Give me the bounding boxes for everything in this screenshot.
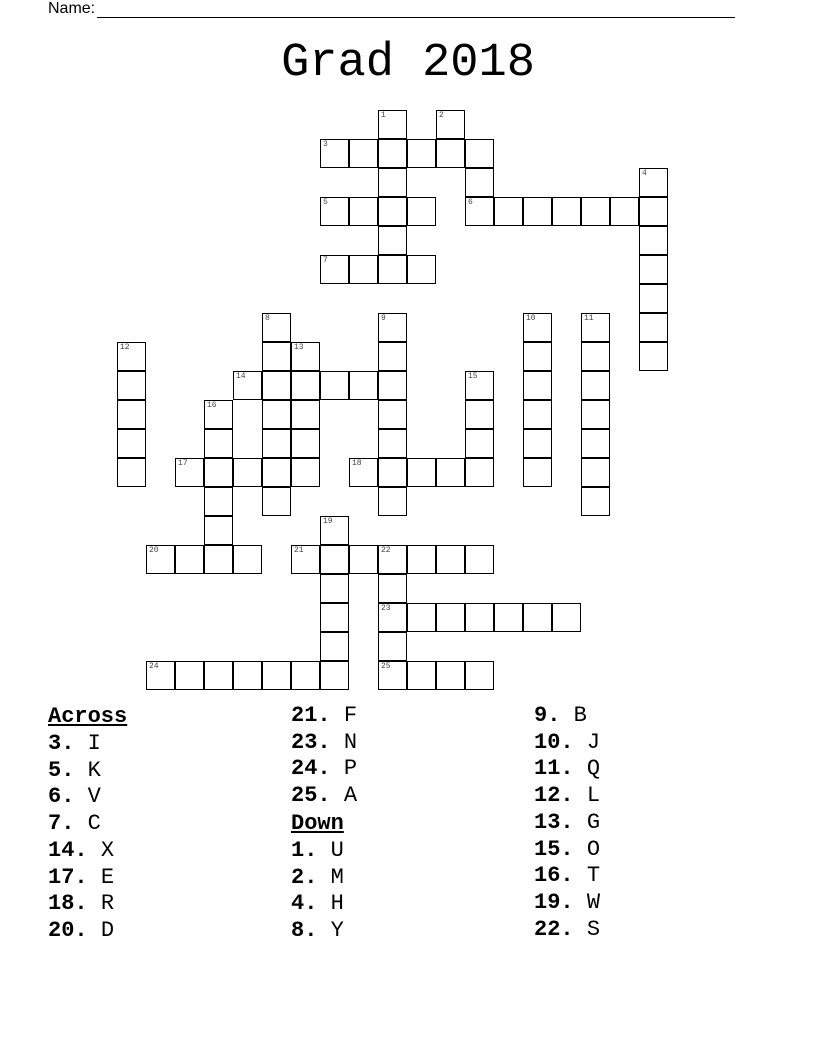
clue-item bbox=[48, 784, 127, 811]
clue-number: 11 bbox=[584, 314, 594, 323]
grid-cell[interactable] bbox=[436, 458, 465, 487]
clue-number: 2 bbox=[439, 111, 444, 120]
clue-number: 7 bbox=[323, 256, 328, 265]
name-label: Name: bbox=[48, 0, 96, 17]
clue-item bbox=[48, 918, 127, 945]
clue-number: 18. bbox=[48, 891, 88, 917]
grid-cell[interactable] bbox=[320, 516, 349, 545]
clue-column-2 bbox=[291, 703, 357, 945]
grid-cell[interactable] bbox=[523, 603, 552, 632]
grid-cell[interactable] bbox=[639, 313, 668, 342]
grid-cell[interactable] bbox=[175, 661, 204, 690]
grid-cell[interactable] bbox=[233, 661, 262, 690]
grid-cell[interactable] bbox=[407, 255, 436, 284]
grid-cell[interactable] bbox=[639, 284, 668, 313]
clue-number: 24. bbox=[291, 756, 331, 782]
clue-answer: F bbox=[343, 703, 358, 728]
grid-cell[interactable] bbox=[349, 197, 378, 226]
clue-item bbox=[48, 731, 127, 758]
grid-cell[interactable] bbox=[262, 487, 291, 516]
grid-cell[interactable] bbox=[117, 429, 146, 458]
grid-cell[interactable] bbox=[465, 168, 494, 197]
clue-number: 12 bbox=[120, 343, 130, 352]
grid-cell[interactable] bbox=[581, 313, 610, 342]
grid-cell[interactable] bbox=[320, 371, 349, 400]
grid-cell[interactable] bbox=[436, 139, 465, 168]
clue-number: 14 bbox=[236, 372, 246, 381]
grid-cell[interactable] bbox=[494, 603, 523, 632]
grid-cell[interactable] bbox=[349, 255, 378, 284]
clue-answer: E bbox=[100, 864, 115, 890]
clue-number: 13. bbox=[534, 809, 574, 835]
clue-answer: M bbox=[330, 864, 344, 890]
clue-number: 3 bbox=[323, 140, 328, 149]
grid-cell[interactable] bbox=[349, 139, 378, 168]
clue-number: 20 bbox=[149, 546, 159, 555]
grid-cell[interactable] bbox=[378, 110, 407, 139]
clue-answer: Q bbox=[586, 756, 601, 782]
grid-cell[interactable] bbox=[320, 574, 349, 603]
clue-number: 24 bbox=[149, 662, 159, 671]
clue-number: 15. bbox=[534, 836, 574, 862]
down-clue-list-continued bbox=[534, 703, 600, 943]
clue-number: 25. bbox=[291, 783, 331, 809]
grid-cell[interactable] bbox=[204, 516, 233, 545]
grid-cell[interactable] bbox=[465, 371, 494, 400]
grid-cell[interactable] bbox=[291, 400, 320, 429]
grid-cell[interactable] bbox=[378, 487, 407, 516]
clue-number: 4 bbox=[642, 169, 647, 178]
clue-answer: G bbox=[586, 809, 601, 835]
clue-number: 2. bbox=[291, 864, 318, 890]
grid-cell[interactable] bbox=[639, 197, 668, 226]
clue-answer: N bbox=[343, 729, 358, 755]
clue-number: 23 bbox=[381, 604, 391, 613]
clue-number: 1. bbox=[291, 837, 318, 863]
grid-cell[interactable] bbox=[494, 197, 523, 226]
grid-cell[interactable] bbox=[320, 661, 349, 690]
clue-item bbox=[291, 703, 357, 730]
grid-cell[interactable] bbox=[610, 197, 639, 226]
clue-answer: V bbox=[87, 784, 101, 810]
down-heading: Down bbox=[291, 810, 344, 836]
clue-number: 11. bbox=[534, 756, 574, 782]
grid-cell[interactable] bbox=[436, 603, 465, 632]
grid-cell[interactable] bbox=[378, 255, 407, 284]
clue-number: 13 bbox=[294, 343, 304, 352]
grid-cell[interactable] bbox=[233, 458, 262, 487]
grid-cell[interactable] bbox=[349, 458, 378, 487]
grid-cell[interactable] bbox=[262, 661, 291, 690]
grid-cell[interactable] bbox=[117, 342, 146, 371]
grid-cell[interactable] bbox=[465, 603, 494, 632]
clue-item bbox=[48, 891, 127, 918]
grid-cell[interactable] bbox=[523, 197, 552, 226]
clue-number: 21. bbox=[291, 703, 331, 728]
grid-cell[interactable] bbox=[523, 371, 552, 400]
clue-item bbox=[534, 810, 600, 837]
clue-answer: O bbox=[586, 836, 601, 862]
grid-cell[interactable] bbox=[523, 429, 552, 458]
clue-column-3 bbox=[534, 703, 600, 943]
grid-cell[interactable] bbox=[465, 545, 494, 574]
clue-number: 10. bbox=[534, 729, 574, 755]
clue-answer: K bbox=[87, 757, 101, 783]
down-clue-list bbox=[291, 838, 357, 945]
grid-cell[interactable] bbox=[204, 400, 233, 429]
grid-cell[interactable] bbox=[175, 458, 204, 487]
clue-item bbox=[534, 837, 600, 864]
grid-cell[interactable] bbox=[465, 400, 494, 429]
grid-cell[interactable] bbox=[204, 545, 233, 574]
grid-cell[interactable] bbox=[349, 545, 378, 574]
clue-number: 8. bbox=[291, 917, 318, 943]
clue-item bbox=[48, 838, 127, 865]
clue-answer: J bbox=[586, 729, 601, 755]
grid-cell[interactable] bbox=[465, 458, 494, 487]
grid-cell[interactable] bbox=[581, 429, 610, 458]
clue-number: 16. bbox=[534, 863, 574, 889]
clue-number: 17 bbox=[178, 459, 188, 468]
grid-cell[interactable] bbox=[291, 545, 320, 574]
grid-cell[interactable] bbox=[523, 458, 552, 487]
clue-number: 9. bbox=[534, 703, 561, 728]
grid-cell[interactable] bbox=[523, 400, 552, 429]
grid-cell[interactable] bbox=[378, 313, 407, 342]
grid-cell[interactable] bbox=[523, 342, 552, 371]
clue-item bbox=[291, 918, 357, 945]
grid-cell[interactable] bbox=[204, 487, 233, 516]
clue-number: 6. bbox=[48, 784, 75, 810]
clue-number: 5. bbox=[48, 757, 75, 783]
grid-cell[interactable] bbox=[378, 371, 407, 400]
grid-cell[interactable] bbox=[407, 661, 436, 690]
clue-number: 16 bbox=[207, 401, 217, 410]
clue-number: 12. bbox=[534, 783, 574, 809]
grid-cell[interactable] bbox=[436, 110, 465, 139]
clue-answer: B bbox=[573, 703, 587, 728]
grid-cell[interactable] bbox=[204, 458, 233, 487]
grid-cell[interactable] bbox=[581, 458, 610, 487]
grid-cell[interactable] bbox=[581, 342, 610, 371]
grid-cell[interactable] bbox=[117, 400, 146, 429]
grid-cell[interactable] bbox=[262, 371, 291, 400]
clue-number: 21 bbox=[294, 546, 304, 555]
clue-item bbox=[534, 890, 600, 917]
grid-cell[interactable] bbox=[320, 632, 349, 661]
clue-number: 22 bbox=[381, 546, 391, 555]
grid-cell[interactable] bbox=[146, 545, 175, 574]
grid-cell[interactable] bbox=[552, 197, 581, 226]
clue-answer: A bbox=[343, 783, 358, 809]
clue-item bbox=[48, 811, 127, 838]
clue-number: 19. bbox=[534, 889, 574, 915]
clue-item bbox=[534, 917, 600, 944]
clue-number: 18 bbox=[352, 459, 362, 468]
clue-item bbox=[534, 730, 600, 757]
grid-cell[interactable] bbox=[320, 255, 349, 284]
clue-number: 17. bbox=[48, 864, 88, 890]
clue-answer: D bbox=[100, 917, 115, 943]
clue-answer: H bbox=[330, 891, 344, 917]
grid-cell[interactable] bbox=[262, 342, 291, 371]
clue-number: 19 bbox=[323, 517, 333, 526]
clue-answer: S bbox=[586, 916, 601, 942]
clue-answer: U bbox=[330, 837, 344, 863]
grid-cell[interactable] bbox=[320, 139, 349, 168]
grid-cell[interactable] bbox=[465, 429, 494, 458]
clue-answer: C bbox=[87, 811, 101, 837]
grid-cell[interactable] bbox=[378, 545, 407, 574]
clue-item bbox=[291, 756, 357, 783]
grid-cell[interactable] bbox=[378, 226, 407, 255]
grid-cell[interactable] bbox=[233, 371, 262, 400]
clue-item bbox=[534, 756, 600, 783]
grid-cell[interactable] bbox=[204, 429, 233, 458]
across-clue-list-continued bbox=[291, 703, 357, 810]
clue-answer: L bbox=[586, 783, 601, 809]
grid-cell[interactable] bbox=[465, 139, 494, 168]
grid-cell[interactable] bbox=[378, 574, 407, 603]
clue-item bbox=[291, 783, 357, 810]
grid-cell[interactable] bbox=[639, 168, 668, 197]
clue-number: 20. bbox=[48, 917, 88, 943]
clue-answer: Y bbox=[330, 917, 344, 943]
grid-cell[interactable] bbox=[436, 661, 465, 690]
grid-cell[interactable] bbox=[407, 197, 436, 226]
grid-cell[interactable] bbox=[436, 545, 465, 574]
grid-cell[interactable] bbox=[204, 661, 233, 690]
grid-cell[interactable] bbox=[349, 371, 378, 400]
clue-item bbox=[48, 865, 127, 892]
grid-cell[interactable] bbox=[407, 139, 436, 168]
grid-cell[interactable] bbox=[407, 458, 436, 487]
grid-cell[interactable] bbox=[378, 429, 407, 458]
grid-cell[interactable] bbox=[378, 458, 407, 487]
grid-cell[interactable] bbox=[523, 313, 552, 342]
clue-number: 22. bbox=[534, 916, 574, 942]
grid-cell[interactable] bbox=[378, 197, 407, 226]
grid-cell[interactable] bbox=[291, 661, 320, 690]
puzzle-title: Grad 2018 bbox=[281, 37, 535, 90]
clue-answer: R bbox=[100, 891, 115, 917]
clue-number: 1 bbox=[381, 111, 386, 120]
grid-cell[interactable] bbox=[639, 226, 668, 255]
clue-item bbox=[291, 730, 357, 757]
grid-cell[interactable] bbox=[233, 545, 262, 574]
clue-number: 5 bbox=[323, 198, 328, 207]
grid-cell[interactable] bbox=[407, 603, 436, 632]
clue-number: 8 bbox=[265, 314, 270, 323]
grid-cell[interactable] bbox=[378, 400, 407, 429]
clue-number: 9 bbox=[381, 314, 386, 323]
grid-cell[interactable] bbox=[262, 313, 291, 342]
clue-answer: P bbox=[343, 756, 358, 782]
clue-item bbox=[291, 891, 357, 918]
grid-cell[interactable] bbox=[291, 458, 320, 487]
grid-cell[interactable] bbox=[581, 400, 610, 429]
grid-cell[interactable] bbox=[117, 371, 146, 400]
grid-cell[interactable] bbox=[378, 632, 407, 661]
grid-cell[interactable] bbox=[378, 603, 407, 632]
grid-cell[interactable] bbox=[407, 545, 436, 574]
clue-item bbox=[534, 783, 600, 810]
grid-cell[interactable] bbox=[291, 429, 320, 458]
clue-item bbox=[291, 865, 357, 892]
clue-item bbox=[291, 838, 357, 865]
clue-item bbox=[534, 703, 600, 730]
clue-answer: W bbox=[586, 889, 601, 915]
clue-item bbox=[48, 758, 127, 785]
grid-cell[interactable] bbox=[320, 603, 349, 632]
grid-cell[interactable] bbox=[146, 661, 175, 690]
across-heading: Across bbox=[48, 704, 128, 729]
grid-cell[interactable] bbox=[378, 168, 407, 197]
grid-cell[interactable] bbox=[262, 400, 291, 429]
grid-cell[interactable] bbox=[552, 603, 581, 632]
grid-cell[interactable] bbox=[117, 458, 146, 487]
clue-number: 10 bbox=[526, 314, 536, 323]
grid-cell[interactable] bbox=[378, 342, 407, 371]
grid-cell[interactable] bbox=[291, 342, 320, 371]
clue-answer: X bbox=[100, 837, 115, 863]
clue-answer: T bbox=[586, 863, 601, 889]
across-clue-list bbox=[48, 731, 127, 945]
clue-number: 7. bbox=[48, 811, 75, 837]
grid-cell[interactable] bbox=[581, 197, 610, 226]
grid-cell[interactable] bbox=[262, 458, 291, 487]
grid-cell[interactable] bbox=[639, 342, 668, 371]
clue-answer: I bbox=[87, 731, 101, 756]
clue-number: 4. bbox=[291, 891, 318, 917]
clue-number: 6 bbox=[468, 198, 473, 207]
grid-cell[interactable] bbox=[262, 429, 291, 458]
clue-number: 15 bbox=[468, 372, 478, 381]
clue-column-1 bbox=[48, 703, 127, 945]
clue-number: 3. bbox=[48, 731, 75, 756]
grid-cell[interactable] bbox=[320, 545, 349, 574]
grid-cell[interactable] bbox=[639, 255, 668, 284]
clue-item bbox=[534, 863, 600, 890]
grid-cell[interactable] bbox=[291, 371, 320, 400]
clue-number: 14. bbox=[48, 837, 88, 863]
clue-number: 23. bbox=[291, 729, 331, 755]
grid-cell[interactable] bbox=[320, 197, 349, 226]
grid-cell[interactable] bbox=[581, 371, 610, 400]
grid-cell[interactable] bbox=[378, 661, 407, 690]
grid-cell[interactable] bbox=[465, 661, 494, 690]
grid-cell[interactable] bbox=[175, 545, 204, 574]
grid-cell[interactable] bbox=[581, 487, 610, 516]
clue-number: 25 bbox=[381, 662, 391, 671]
grid-cell[interactable] bbox=[378, 139, 407, 168]
grid-cell[interactable] bbox=[465, 197, 494, 226]
